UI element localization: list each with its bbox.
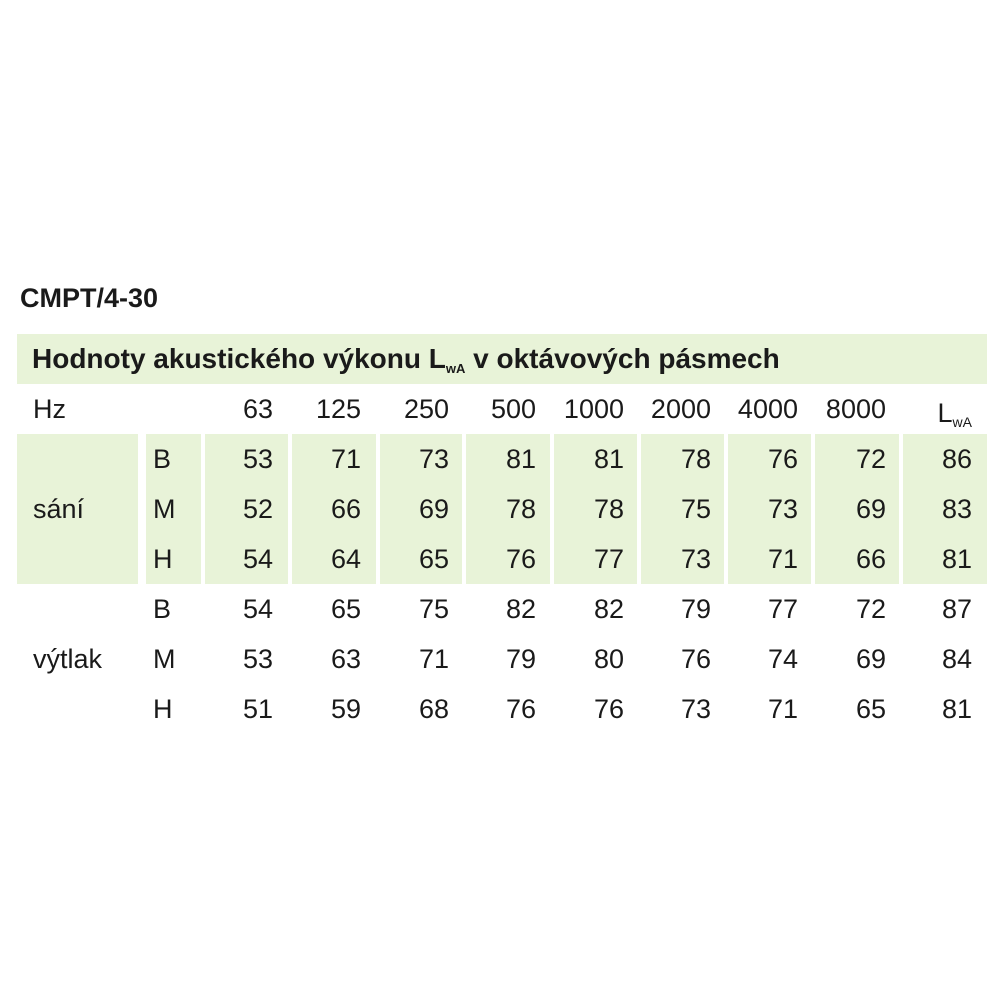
table-cell: 76 — [593, 694, 624, 724]
lwa-header-subscript: wA — [952, 414, 972, 430]
table-cell: 76 — [680, 644, 711, 674]
lwa-header-main: L — [937, 398, 953, 428]
table-cell: 71 — [418, 644, 449, 674]
frequency-header: 125 — [315, 394, 361, 424]
table-cell: 73 — [680, 694, 711, 724]
model-title: CMPT/4-30 — [20, 283, 159, 313]
frequency-header: 500 — [490, 394, 536, 424]
frequency-header: 4000 — [737, 394, 798, 424]
table-cell: 66 — [855, 544, 886, 574]
frequency-header: 2000 — [650, 394, 711, 424]
total-cell: 84 — [941, 644, 972, 674]
total-cell: 81 — [941, 694, 972, 724]
table-cell: 65 — [855, 694, 886, 724]
table-cell: 76 — [505, 544, 536, 574]
group-label: výtlak — [33, 644, 103, 674]
total-cell: 87 — [941, 594, 972, 624]
table-cell: 53 — [242, 644, 273, 674]
table-cell: 75 — [418, 594, 449, 624]
table-cell: 78 — [680, 444, 711, 474]
speed-label: H — [153, 544, 173, 574]
frequency-header: 8000 — [825, 394, 886, 424]
table-cell: 73 — [680, 544, 711, 574]
frequency-header: 63 — [242, 394, 273, 424]
table-cell: 71 — [767, 544, 798, 574]
total-cell: 86 — [941, 444, 972, 474]
table-cell: 77 — [593, 544, 624, 574]
speed-label: B — [153, 594, 172, 624]
table-cell: 73 — [767, 494, 798, 524]
table-cell: 63 — [330, 644, 361, 674]
table-cell: 69 — [855, 494, 886, 524]
table-title-subscript: wA — [445, 361, 466, 376]
table-cell: 65 — [418, 544, 449, 574]
table-cell: 72 — [855, 444, 886, 474]
table-cell: 73 — [418, 444, 449, 474]
table-cell: 80 — [593, 644, 624, 674]
table-cell: 81 — [505, 444, 536, 474]
table-cell: 51 — [242, 694, 273, 724]
table-cell: 53 — [242, 444, 273, 474]
table-title-rest: v oktávových pásmech — [465, 343, 780, 374]
table-cell: 54 — [242, 594, 273, 624]
table-cell: 81 — [593, 444, 624, 474]
total-cell: 83 — [941, 494, 972, 524]
table-cell: 54 — [242, 544, 273, 574]
speed-label: M — [153, 494, 176, 524]
table-cell: 65 — [330, 594, 361, 624]
group-label: sání — [33, 494, 85, 524]
total-cell: 81 — [941, 544, 972, 574]
table-cell: 71 — [767, 694, 798, 724]
table-cell: 71 — [330, 444, 361, 474]
table-cell: 75 — [680, 494, 711, 524]
table-title-banner — [17, 334, 987, 384]
table-cell: 82 — [505, 594, 536, 624]
speed-label: H — [153, 694, 173, 724]
table-cell: 76 — [505, 694, 536, 724]
speed-label: M — [153, 644, 176, 674]
table-cell: 68 — [418, 694, 449, 724]
hz-header: Hz — [33, 394, 66, 424]
table-cell: 76 — [767, 444, 798, 474]
table-cell: 69 — [855, 644, 886, 674]
table-cell: 79 — [505, 644, 536, 674]
table-cell: 72 — [855, 594, 886, 624]
table-cell: 69 — [418, 494, 449, 524]
lwa-header — [892, 388, 972, 438]
table-cell: 64 — [330, 544, 361, 574]
table-cell: 66 — [330, 494, 361, 524]
frequency-header: 1000 — [563, 394, 624, 424]
table-cell: 79 — [680, 594, 711, 624]
frequency-header: 250 — [403, 394, 449, 424]
table-cell: 59 — [330, 694, 361, 724]
table-cell: 78 — [593, 494, 624, 524]
table-cell: 74 — [767, 644, 798, 674]
speed-label: B — [153, 444, 172, 474]
table-cell: 77 — [767, 594, 798, 624]
table-title-main: Hodnoty akustického výkonu L — [32, 343, 446, 374]
table-cell: 52 — [242, 494, 273, 524]
table-cell: 82 — [593, 594, 624, 624]
table-cell: 78 — [505, 494, 536, 524]
